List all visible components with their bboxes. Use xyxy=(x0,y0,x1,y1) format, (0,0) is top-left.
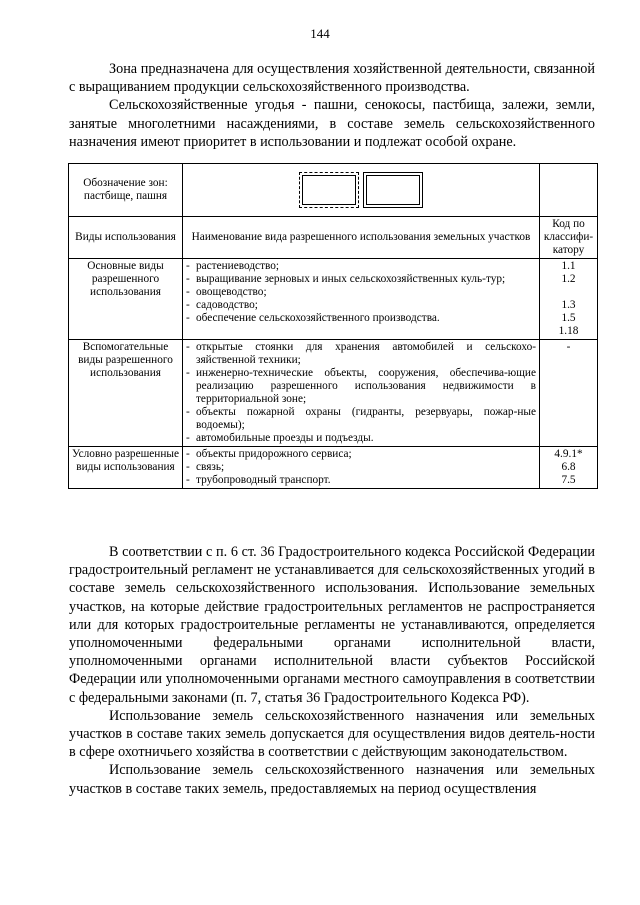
list-item: - овощеводство; xyxy=(186,286,267,298)
table-row-conditional xyxy=(69,447,598,489)
classifier-code: 1.3 xyxy=(561,299,576,311)
header-classifier-code: Код по классифи-катору xyxy=(540,217,598,259)
header-usage-type: Виды использования xyxy=(69,217,183,259)
table-row-auxiliary xyxy=(69,340,598,447)
zone-legend-row xyxy=(69,164,598,217)
group-name: Основные виды разрешенного использования xyxy=(69,259,183,340)
group-items xyxy=(183,340,540,447)
table-row-main xyxy=(69,259,598,340)
classifier-code: 4.9.1* xyxy=(554,448,583,460)
list-item: - обеспечение сельскохозяйственного производства. xyxy=(186,312,440,324)
list-item: - открытые стоянки для хранения автомобилей и сельскохо-зяйственной техники; xyxy=(186,341,536,366)
list-item: - трубопроводный транспорт. xyxy=(186,474,331,486)
list-item: - объекты придорожного сервиса; xyxy=(186,448,352,460)
list-item: - инженерно-технические объекты, сооружения, обеспечива-ющие реализацию разрешенного использования недвижимости в территориальной зоне; xyxy=(186,367,536,405)
zone-legend-cell xyxy=(183,164,540,217)
list-item: - растениеводство; xyxy=(186,260,280,272)
intro-paragraph: Сельскохозяйственные угодья - пашни, сенокосы, пастбища, залежи, земли, занятые многолетними насаждениями, в составе земель сельскохозяйственного назначения имеют приоритет в использовании и подлежат особой охране. xyxy=(69,97,595,150)
group-name: Вспомогательные виды разрешенного использования xyxy=(69,340,183,447)
classifier-code: 1.2 xyxy=(561,273,576,285)
zoning-table xyxy=(68,163,598,489)
list-item: - объекты пожарной охраны (гидранты, резервуары, пожар-ные водоемы); xyxy=(186,406,536,431)
zone-label-cell: Обозначение зон: пастбище, пашня xyxy=(69,164,183,217)
intro-text xyxy=(69,60,595,151)
list-item: - связь; xyxy=(186,461,225,473)
header-usage-name: Наименование вида разрешенного использования земельных участков xyxy=(183,217,540,259)
table-header-row xyxy=(69,217,598,259)
group-codes xyxy=(540,259,598,340)
classifier-code: 6.8 xyxy=(561,461,576,473)
group-name: Условно разрешенные виды использования xyxy=(69,447,183,489)
group-items xyxy=(183,447,540,489)
list-item: - выращивание зерновых и иных сельскохозяйственных куль-тур; xyxy=(186,273,506,285)
classifier-code: 1.1 xyxy=(561,260,576,272)
intro-paragraph: Зона предназначена для осуществления хозяйственной деятельности, связанной с выращиванием продукции сельскохозяйственного производства. xyxy=(69,61,595,96)
list-item: - садоводство; xyxy=(186,299,258,311)
group-codes xyxy=(540,340,598,447)
arable-legend-swatch xyxy=(363,172,423,208)
body-paragraph: В соответствии с п. 6 ст. 36 Градостроительного кодекса Российской Федерации градостроительный регламент не устанавливается для сельскохозяйственных угодий в составе земель сельскохозяйственного использования. Использование земельных участков, на которые действие градостроительных регламентов не распространяется или для которых градостроительные регламенты не устанавливаются, определяется уполномоченными федеральными органами исполнительной власти, уполномоченными органами исполнительной власти субъектов Российской Федерации или уполномоченными органами местного самоуправления в соответствии с федеральными законами (п. 7, статья 36 Градостроительного Кодекса РФ). xyxy=(69,544,595,706)
classifier-code: 1.5 xyxy=(561,312,576,324)
body-paragraph: Использование земель сельскохозяйственного назначения или земельных участков в составе таких земель, предоставляемых на период осуществления xyxy=(69,762,595,797)
page-number: 144 xyxy=(310,26,330,41)
classifier-code: - xyxy=(566,341,571,353)
classifier-code: 1.18 xyxy=(558,325,579,337)
classifier-code: 7.5 xyxy=(561,474,576,486)
empty-cell xyxy=(540,164,598,217)
group-codes xyxy=(540,447,598,489)
list-item: - автомобильные проезды и подъезды. xyxy=(186,432,374,444)
body-text xyxy=(69,543,595,798)
body-paragraph: Использование земель сельскохозяйственного назначения или земельных участков в составе таких земель допускается для осуществления видов деятель-ности в сфере охотничьего хозяйства в соответствии с действующим законодательством. xyxy=(69,707,595,761)
pasture-legend-swatch xyxy=(299,172,359,208)
group-items xyxy=(183,259,540,340)
